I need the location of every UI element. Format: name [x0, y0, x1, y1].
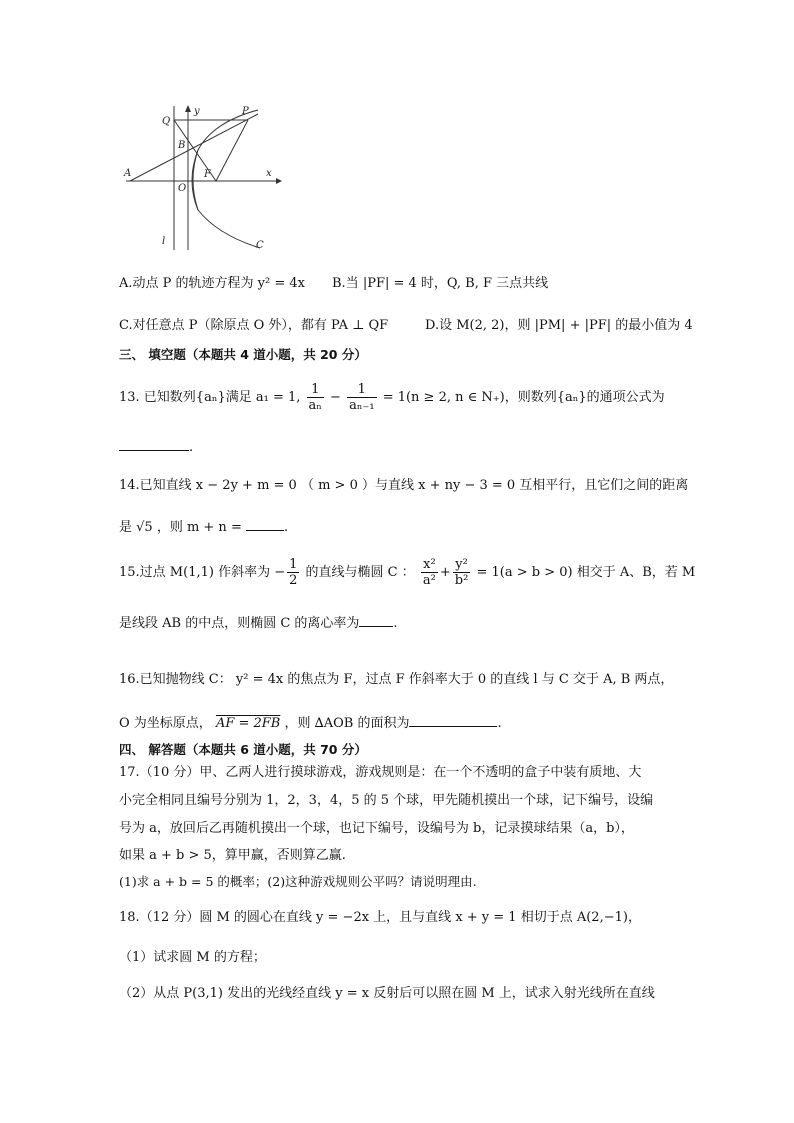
q13-prefix: 13. 已知数列{aₙ}满足 a₁ = 1, — [119, 390, 301, 405]
option-b — [332, 275, 548, 293]
y-axis-arrow — [185, 105, 191, 112]
option-c-text: C.对任意点 P（除原点 O 外），都有 PA ⊥ QF — [119, 318, 389, 333]
label-B: B — [178, 140, 186, 151]
q13-frac1-num: 1 — [307, 382, 324, 398]
x-axis-arrow — [276, 178, 282, 184]
line-AP — [130, 114, 258, 181]
q16-end: . — [497, 716, 502, 731]
q15-end: . — [393, 616, 398, 631]
question-13 — [119, 381, 665, 417]
q15-ellipse-frac2-den: b² — [454, 573, 469, 588]
q15-tail: 相交于 A、B，若 M — [576, 565, 696, 580]
label-y: y — [194, 106, 200, 117]
q14-end: . — [283, 520, 289, 535]
q16-line2-b: ，则 ∆AOB 的面积为 — [284, 716, 410, 731]
question-16-line2 — [119, 712, 502, 733]
label-O: O — [178, 183, 187, 194]
q15-ellipse-frac1 — [421, 557, 438, 588]
label-x: x — [266, 168, 272, 179]
label-P: P — [242, 106, 249, 117]
q13-answer-blank[interactable] — [119, 436, 189, 451]
q16-answer-blank[interactable] — [409, 712, 497, 727]
option-d — [425, 317, 693, 335]
q15-ellipse-frac2-num: y² — [453, 557, 471, 573]
question-15 — [119, 556, 695, 592]
question-18-line3: （2）从点 P(3,1) 发出的光线经直线 y = x 反射后可以照在圆 M 上，试求入射光线所在直线 — [119, 986, 655, 1001]
q13-suffix: = 1(n ≥ 2, n ∈ N₊)，则数列{aₙ}的通项公式为 — [382, 390, 665, 405]
label-A: A — [124, 168, 132, 179]
label-C: C — [256, 240, 264, 251]
question-17-line5: (1)求 a + b = 5 的概率；(2)这种游戏规则公平吗？请说明理由. — [119, 874, 477, 889]
q15-prefix: 15.过点 M(1,1) 作斜率为 — [119, 565, 271, 580]
q16-line2-a: O 为坐标原点， — [119, 716, 212, 731]
q14-answer-blank[interactable] — [246, 516, 284, 531]
question-17-line4: 如果 a + b > 5，算甲赢，否则算乙赢. — [119, 848, 346, 863]
question-18-line2: （1）试求圆 M 的方程； — [119, 950, 266, 965]
option-a-text: A.动点 P 的轨迹方程为 y² = 4x — [119, 276, 305, 291]
q15-answer-blank[interactable] — [359, 612, 393, 627]
option-c — [119, 317, 388, 335]
q15-ellipse-frac1-den: a² — [422, 573, 436, 588]
question-15-line2 — [119, 612, 398, 633]
label-l: l — [162, 236, 166, 247]
q15-line2-text: 是线段 AB 的中点，则椭圆 C 的离心率为 — [119, 616, 360, 631]
option-d-text: D.设 M(2, 2)，则 |PM| + |PF| 的最小值为 4 — [425, 318, 693, 333]
label-Q: Q — [162, 116, 171, 127]
q15-ellipse-frac1-num: x² — [421, 557, 438, 573]
option-b-text: B.当 |PF| = 4 时，Q, B, F 三点共线 — [332, 276, 549, 291]
q13-frac2 — [347, 382, 376, 413]
q13-answer-line — [119, 436, 193, 457]
q15-slope-frac — [287, 557, 299, 588]
q15-ellipse-rest: = 1(a > b > 0) — [476, 565, 573, 580]
question-14-line1: 14.已知直线 x − 2y + m = 0 （ m > 0 ）与直线 x + ny − 3 = 0 互相平行，且它们之间的距离 — [119, 478, 689, 493]
label-F: F — [204, 169, 211, 180]
question-17-line1: 17.（10 分）甲、乙两人进行摸球游戏，游戏规则是：在一个不透明的盒子中装有质地、大 — [119, 765, 642, 780]
q13-frac2-num: 1 — [347, 382, 376, 398]
section-3-title: 三、 填空题（本题共 4 道小题，共 20 分） — [119, 347, 367, 362]
question-17-line2: 小完全相同且编号分别为 1，2，3，4，5 的 5 个球，甲先随机摸出一个球，记下编号，设编 — [119, 793, 654, 808]
question-18-line1: 18.（12 分）圆 M 的圆心在直线 y = −2x 上，且与直线 x + y = 1 相切于点 A(2,−1)， — [119, 910, 641, 925]
q13-frac2-den: aₙ₋₁ — [349, 398, 375, 413]
q16-vector-eq: AF = 2FB — [215, 716, 281, 731]
q13-end: . — [189, 440, 194, 455]
q13-frac1-den: aₙ — [308, 398, 322, 413]
question-17-line3: 号为 a，放回后乙再随机摸出一个球，也记下编号，设编号为 b，记录摸球结果（a，b）， — [119, 821, 634, 836]
q14-line2-text: 是 √5 ，则 m + n = — [119, 520, 246, 535]
line-PF — [216, 120, 248, 181]
q15-neg: − — [274, 565, 286, 580]
q13-frac1 — [307, 382, 324, 413]
question-16-line1: 16.已知抛物线 C： y² = 4x 的焦点为 F，过点 F 作斜率大于 0 的直线 l 与 C 交于 A, B 两点， — [119, 672, 674, 687]
section-4-title: 四、 解答题（本题共 6 道小题，共 70 分） — [119, 742, 367, 757]
question-14-line2 — [119, 516, 288, 537]
option-a — [119, 275, 305, 293]
q15-plus: + — [439, 565, 451, 580]
q15-slope-num: 1 — [289, 557, 298, 572]
q15-mid: 的直线与椭圆 C ： — [305, 565, 415, 580]
q13-minus: − — [330, 390, 341, 405]
q15-ellipse-frac2 — [453, 557, 471, 588]
parabola-diagram — [118, 100, 286, 256]
parabola-figure — [118, 100, 286, 256]
q15-slope-den: 2 — [289, 573, 298, 588]
